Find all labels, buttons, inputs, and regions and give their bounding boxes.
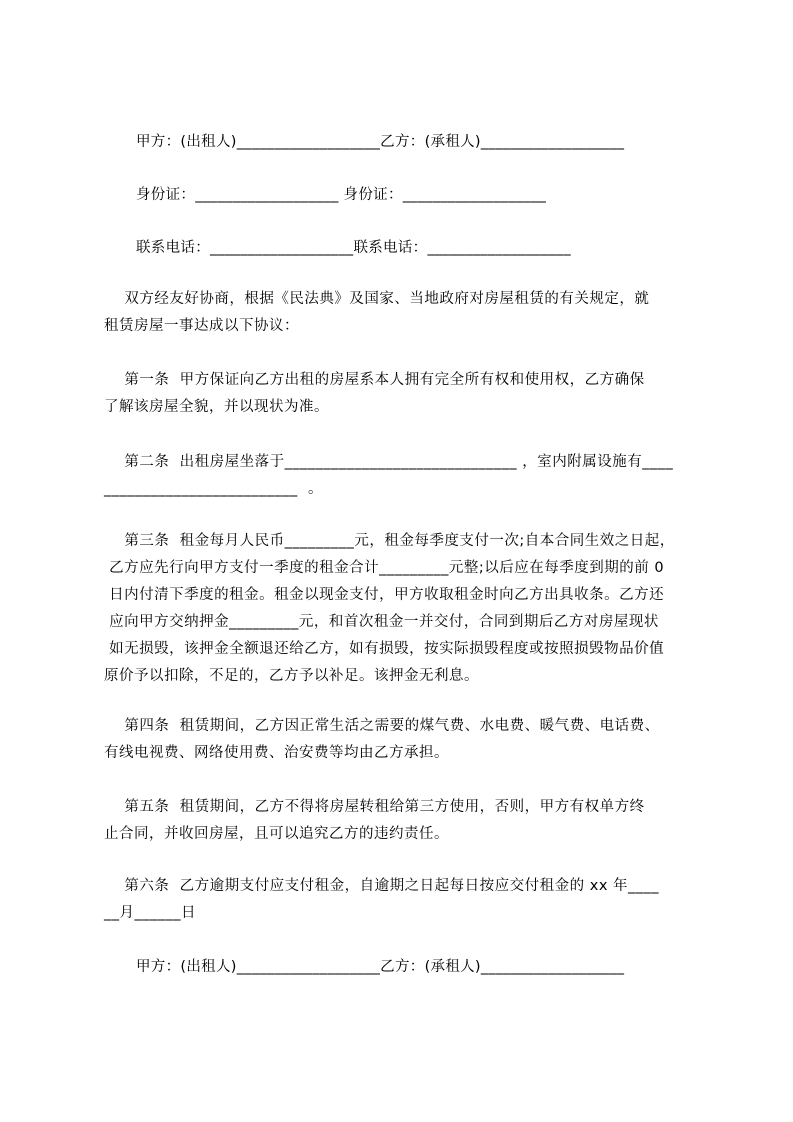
- article-line: 第二条 出租房屋坐落于______________________________ ，室内附属设施有____: [104, 454, 674, 470]
- article-line: 第四条 租赁期间，乙方因正常生活之需要的煤气费、水电费、暖气费、电话费、: [104, 718, 660, 734]
- article-line: 原价予以扣除，不足的，乙方予以补足。该押金无利息。: [104, 668, 479, 684]
- footer-party-line: 甲方：(出租人)___________________乙方：(承租人)___________________: [136, 959, 625, 975]
- article-line: 了解该房屋全貌，并以现状为准。: [104, 399, 329, 415]
- article-line: 止合同，并收回房屋，且可以追究乙方的违约责任。: [104, 826, 449, 842]
- header-party-line: 甲方：(出租人)___________________乙方：(承租人)___________________: [136, 134, 625, 150]
- intro-line: 双方经友好协商，根据《民法典》及国家、当地政府对房屋租赁的有关规定，就: [104, 291, 650, 307]
- article-5: [104, 794, 704, 848]
- article-line: __月______日: [104, 905, 196, 921]
- article-line: 第三条 租金每月人民币_________元，租金每季度支付一次;自本合同生效之日起，: [104, 533, 675, 549]
- article-line: _________________________ 。: [104, 481, 323, 497]
- article-line: 第六条 乙方逾期支付应支付租金，自逾期之日起每日按应交付租金的 xx 年____: [104, 878, 660, 894]
- article-2: [104, 449, 704, 503]
- article-line: 如无损毁，该押金全额退还给乙方，如有损毁，按实际损毁程度或按照损毁物品价值: [104, 641, 665, 657]
- article-1: [104, 367, 704, 421]
- article-line: 有线电视费、网络使用费、治安费等均由乙方承担。: [104, 745, 449, 761]
- article-4: [104, 713, 704, 767]
- article-line: 应向甲方交纳押金_________元，和首次租金一并交付，合同到期后乙方对房屋现状: [104, 614, 659, 630]
- article-3: [104, 528, 704, 690]
- header-id-line: 身份证：___________________ 身份证：___________________: [136, 187, 547, 203]
- article-line: 乙方应先行向甲方支付一季度的租金合计_________元整;以后应在每季度到期的前 0: [104, 560, 665, 576]
- intro-line: 租赁房屋一事达成以下协议：: [104, 318, 299, 334]
- intro-paragraph: [104, 286, 704, 340]
- article-line: 第五条 租赁期间，乙方不得将房屋转租给第三方使用，否则，甲方有权单方终: [104, 799, 645, 815]
- article-6: [104, 873, 704, 927]
- article-line: 日内付清下季度的租金。租金以现金支付，甲方收取租金时向乙方出具收条。乙方还: [104, 587, 665, 603]
- header-phone-line: 联系电话：___________________联系电话：___________________: [136, 240, 571, 256]
- article-line: 第一条 甲方保证向乙方出租的房屋系本人拥有完全所有权和使用权，乙方确保: [104, 372, 645, 388]
